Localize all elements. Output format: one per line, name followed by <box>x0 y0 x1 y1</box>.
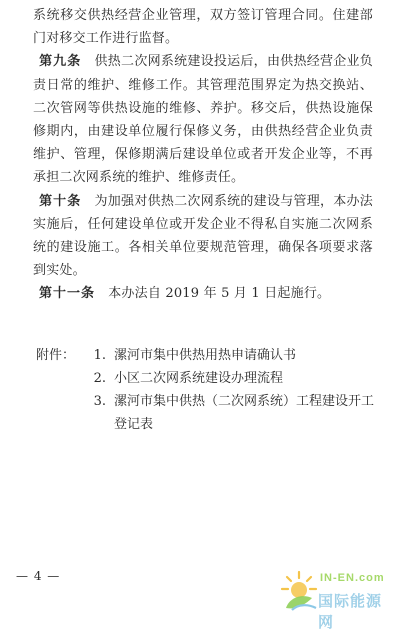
document-body <box>33 4 373 306</box>
article-11-text: 本办法自 2019 年 5 月 1 日起施行。 <box>95 286 331 302</box>
page-number: — 4 — <box>16 569 61 583</box>
annex-item-3-continuation: 登记表 <box>114 417 154 432</box>
watermark-cn-text: 国际能源网 <box>318 592 383 631</box>
watermark-en-text: IN-EN.com <box>320 572 385 584</box>
annex-item-1 <box>36 344 376 367</box>
article-10 <box>33 190 373 283</box>
watermark-logo <box>278 568 396 631</box>
article-9-text: 供热二次网系统建设投运后，由供热经营企业负责日常的维护、维修工作。其管理范围界定为热交换站、二次管网等供热设施的维修、养护。移交后，供热设施保修期内，由建设单位履行保修义务，由供热经营企业负责维护、管理，保修期满后建设单位或者开发企业等，不再承担二次网系统的维护、维修责任。 <box>33 54 373 186</box>
article-9-heading: 第九条 <box>39 54 82 70</box>
annex-item-2 <box>36 367 376 390</box>
paragraph-text: 系统移交供热经营企业管理，双方签订管理合同。住建部门对移交工作进行监督。 <box>33 8 373 47</box>
annex-list <box>36 344 376 436</box>
article-11-heading: 第十一条 <box>39 286 96 302</box>
annex-label: 附件： <box>36 348 76 363</box>
sun-leaf-icon <box>278 568 320 614</box>
article-10-text: 为加强对供热二次网系统的建设与管理，本办法实施后，任何建设单位或开发企业不得私自实施二次网系统的建设施工。各相关单位要规范管理，确保各项要求落到实处。 <box>33 193 373 279</box>
annex-item-number: 1. <box>93 348 106 363</box>
article-11 <box>33 282 373 305</box>
annex-item-text: 小区二次网系统建设办理流程 <box>114 371 284 386</box>
article-9 <box>33 50 373 189</box>
article-10-heading: 第十条 <box>39 193 82 209</box>
annex-item-text: 漯河市集中供热（二次网系统）工程建设开工 <box>114 394 375 409</box>
annex-item-number: 2. <box>93 371 106 386</box>
annex-item-number: 3. <box>93 394 106 409</box>
paragraph-continuation <box>33 4 373 50</box>
annex-item-text: 漯河市集中供热用热申请确认书 <box>114 348 297 363</box>
annex-item-3 <box>36 390 376 413</box>
